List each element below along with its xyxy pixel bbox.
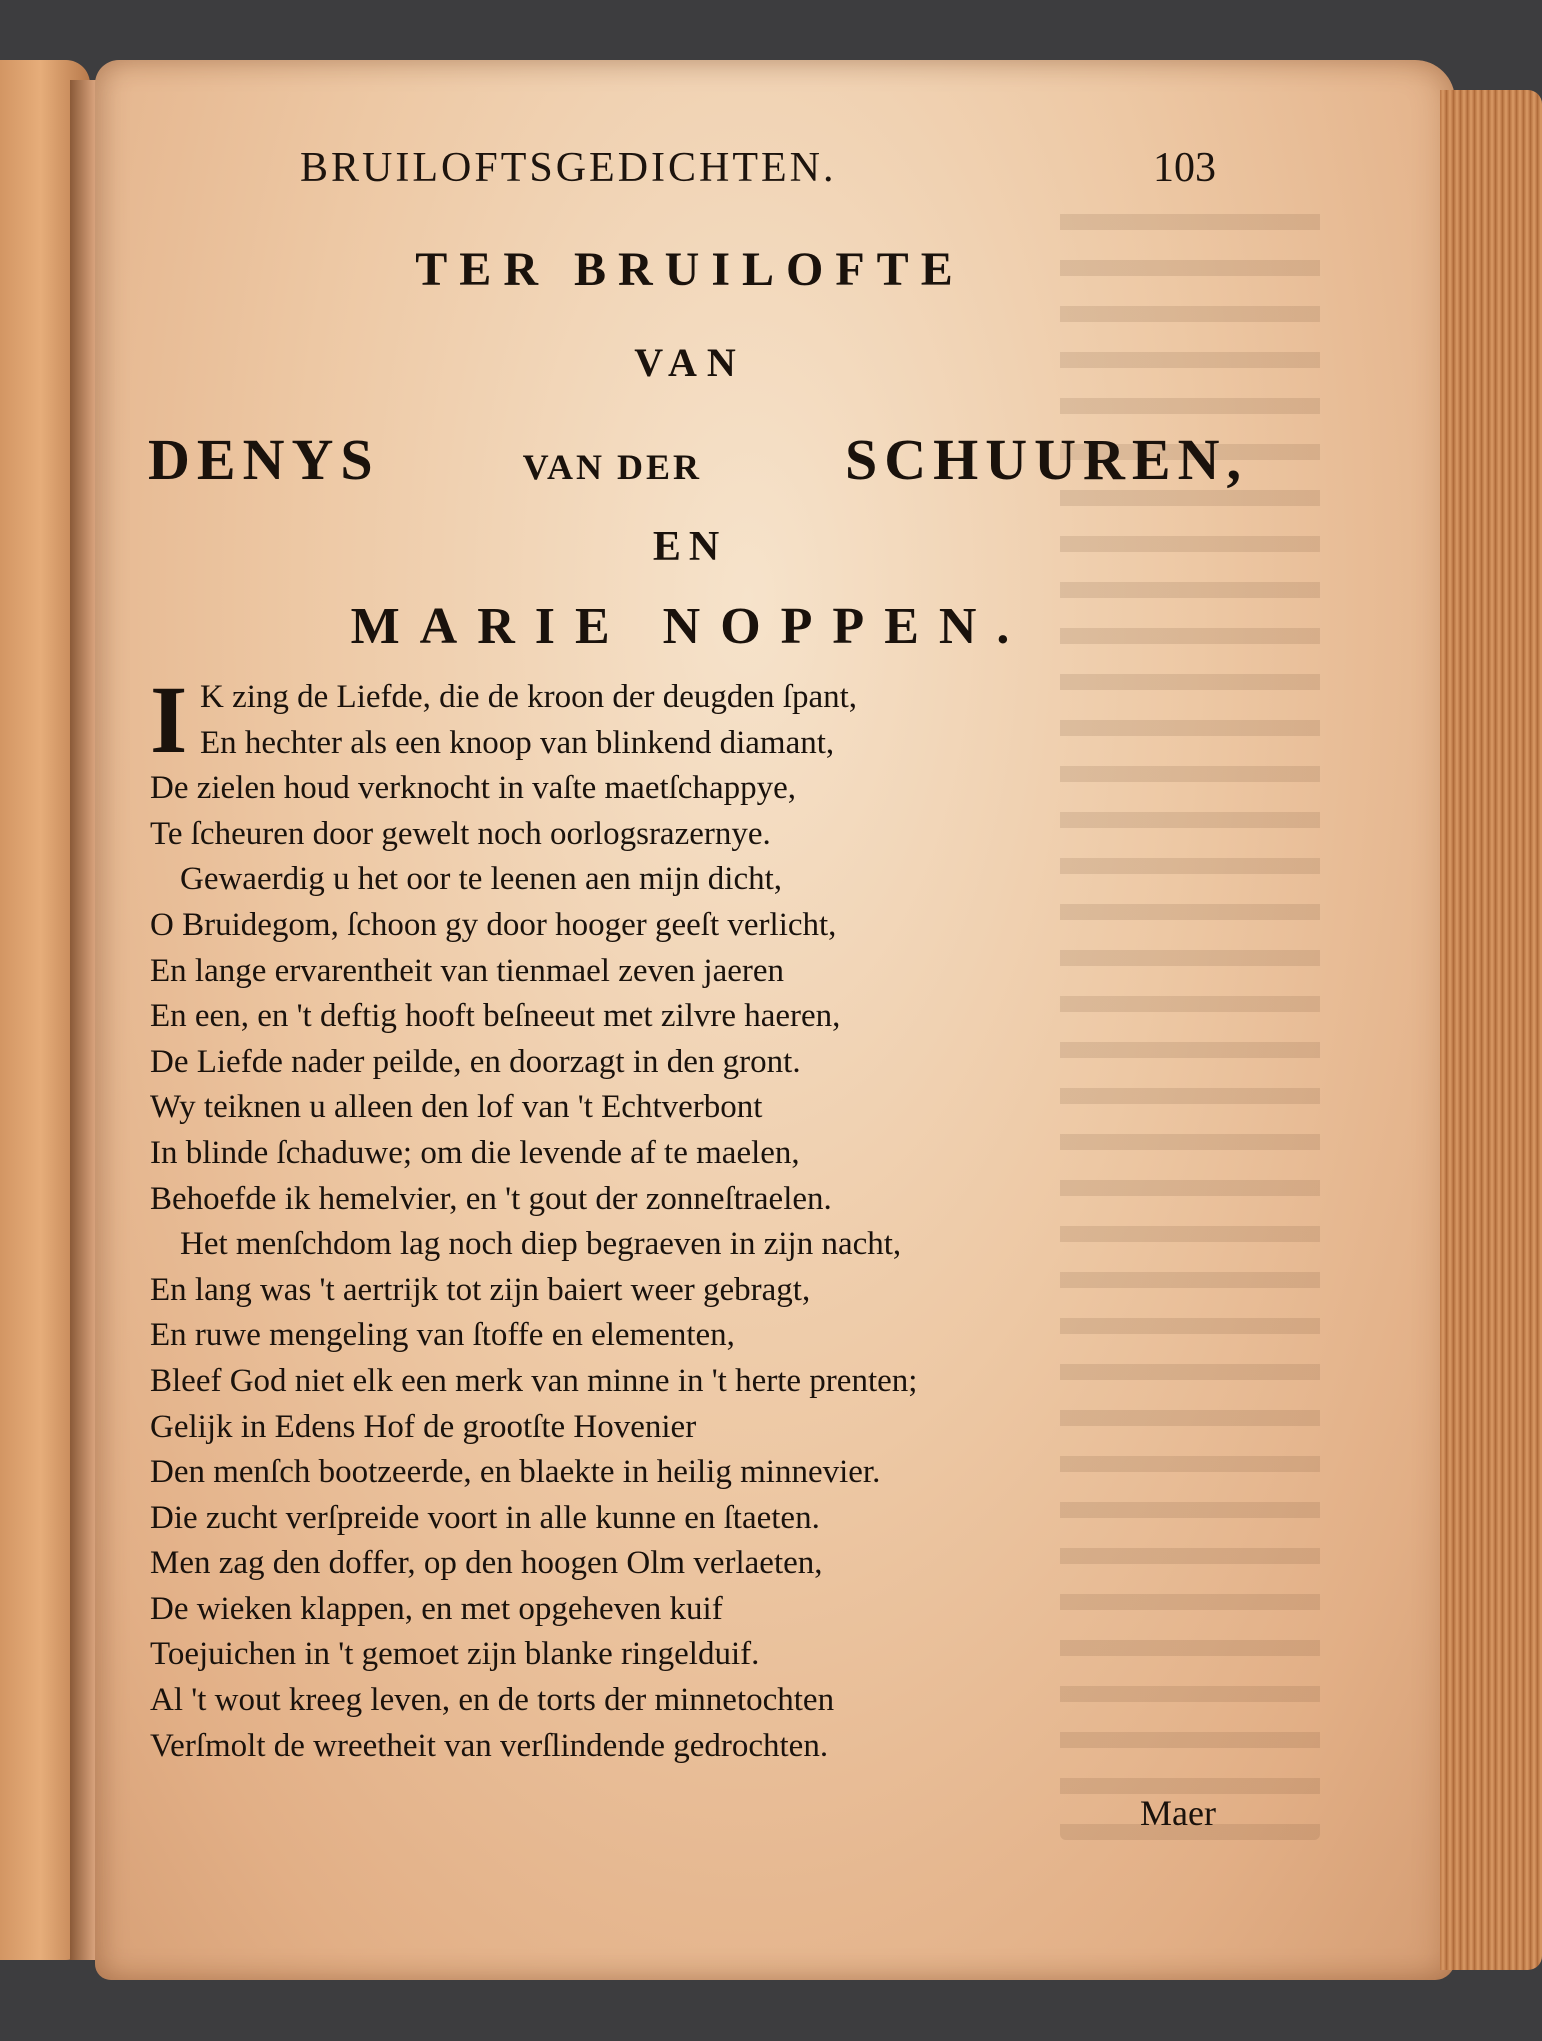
poem-line: Wy teiknen u alleen den lof van 't Echtverbont — [150, 1089, 763, 1126]
poem-line: Te ſcheuren door gewelt noch oorlogsrazernye. — [150, 815, 771, 852]
catchword: Maer — [1140, 1793, 1216, 1833]
title-line-3 — [130, 426, 1250, 493]
poem-line: Verſmolt de wreetheit van verſlindende gedrochten. — [150, 1727, 829, 1764]
poem-line: De Liefde nader peilde, en doorzagt in den gront. — [150, 1043, 801, 1080]
page-number: 103 — [1153, 145, 1216, 191]
poem-line: De wieken klappen, en met opgeheven kuif — [150, 1590, 723, 1627]
poem-line: Behoefde ik hemelvier, en 't gout der zonneſtraelen. — [150, 1180, 832, 1217]
poem-line: Men zag den doffer, op den hoogen Olm verlaeten, — [150, 1545, 823, 1582]
title-line-5: MARIE NOPPEN. — [350, 598, 1030, 655]
title-line-4: EN — [652, 524, 728, 570]
title-line-1: TER BRUILOFTE — [415, 243, 965, 296]
poem-line: Gelijk in Edens Hof de grootſte Hovenier — [150, 1408, 697, 1445]
poem-line: In blinde ſchaduwe; om die levende af te maelen, — [150, 1134, 800, 1171]
poem-line: Toejuichen in 't gemoet zijn blanke ringelduif. — [150, 1636, 760, 1673]
poem-line: O Bruidegom, ſchoon gy door hooger geeſt verlicht, — [150, 906, 837, 943]
poem-line: Gewaerdig u het oor te leenen aen mijn dicht, — [180, 861, 783, 898]
poem-line: En lang was 't aertrijk tot zijn baiert weer gebragt, — [150, 1271, 811, 1308]
title-line-2: VAN — [634, 340, 746, 385]
title-name-particle: VAN DER — [522, 447, 702, 487]
poem-line-text: K zing de Liefde, die de kroon der deugden ſpant, — [200, 679, 858, 715]
running-head — [300, 138, 1220, 198]
poem-line: Al 't wout kreeg leven, en de torts der minnetochten — [150, 1682, 835, 1719]
running-head-title: BRUILOFTSGEDICHTEN. — [300, 145, 837, 191]
title-name-first: DENYS — [148, 427, 380, 492]
page-edges — [1440, 90, 1542, 1970]
poem-line: De zielen houd verknocht in vaſte maetſchappye, — [150, 770, 796, 807]
drop-cap: I — [150, 666, 188, 773]
poem-line: En ruwe mengeling van ſtoffe en elementen, — [150, 1317, 735, 1354]
poem-line: Die zucht verſpreide voort in alle kunne en ſtaeten. — [150, 1499, 820, 1536]
poem-line: Het menſchdom lag noch diep begraeven in zijn nacht, — [180, 1226, 902, 1263]
title-name-last: SCHUUREN, — [844, 427, 1248, 492]
poem-title — [130, 230, 1250, 656]
poem-line: Den menſch bootzeerde, en blaekte in heilig minnevier. — [150, 1454, 881, 1491]
poem-line: En een, en 't deftig hooft beſneeut met zilvre haeren, — [150, 998, 841, 1035]
poem-body — [150, 666, 1270, 1769]
poem-line: Bleef God niet elk een merk van minne in 't herte prenten; — [150, 1362, 918, 1399]
poem-line: En hechter als een knoop van blinkend diamant, — [200, 724, 835, 761]
poem-line: En lange ervarentheit van tienmael zeven jaeren — [150, 952, 784, 989]
